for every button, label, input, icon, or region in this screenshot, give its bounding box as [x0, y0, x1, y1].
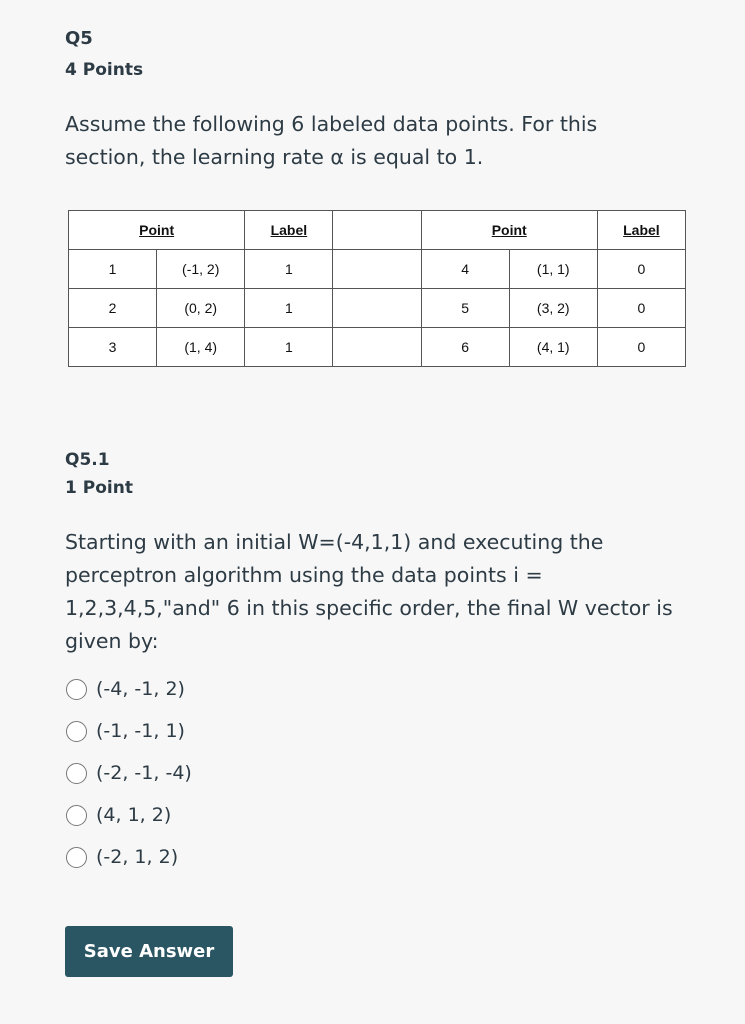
radio-button[interactable] — [66, 847, 87, 868]
question-points: 4 Points — [65, 60, 144, 80]
answer-option[interactable] — [66, 710, 192, 752]
cell: (3, 2) — [509, 289, 597, 328]
cell: 4 — [421, 250, 509, 289]
cell: 1 — [245, 328, 333, 367]
question-title: Q5 — [65, 28, 93, 49]
cell: 0 — [597, 328, 685, 367]
option-label: (-2, 1, 2) — [96, 846, 179, 868]
cell: (1, 4) — [157, 328, 245, 367]
cell: 1 — [69, 250, 157, 289]
cell — [333, 289, 421, 328]
cell — [333, 250, 421, 289]
cell: 0 — [597, 250, 685, 289]
cell: 2 — [69, 289, 157, 328]
header-spacer — [333, 211, 421, 250]
subquestion-prompt: Starting with an initial W=(-4,1,1) and executing the perceptron algorithm using the data points i = 1,2,3,4,5,"and" 6 in this specific order, the final W vector is given by: — [65, 530, 673, 653]
subquestion-points: 1 Point — [65, 478, 133, 498]
option-label: (4, 1, 2) — [96, 804, 172, 826]
cell: 1 — [245, 250, 333, 289]
answer-option[interactable] — [66, 752, 192, 794]
answer-option[interactable] — [66, 836, 192, 878]
cell: 5 — [421, 289, 509, 328]
header-point: Point — [69, 211, 245, 250]
cell: (4, 1) — [509, 328, 597, 367]
radio-button[interactable] — [66, 763, 87, 784]
option-label: (-4, -1, 2) — [96, 678, 185, 700]
cell: 0 — [597, 289, 685, 328]
option-label: (-1, -1, 1) — [96, 720, 185, 742]
header-label: Label — [245, 211, 333, 250]
table-row — [69, 250, 686, 289]
save-answer-button[interactable]: Save Answer — [65, 926, 233, 977]
header-label: Label — [597, 211, 685, 250]
answer-option[interactable] — [66, 668, 192, 710]
table-header-row — [69, 211, 686, 250]
table-row — [69, 289, 686, 328]
header-point: Point — [421, 211, 597, 250]
radio-button[interactable] — [66, 679, 87, 700]
table-row — [69, 328, 686, 367]
cell: 1 — [245, 289, 333, 328]
radio-button[interactable] — [66, 805, 87, 826]
cell: 3 — [69, 328, 157, 367]
answer-option[interactable] — [66, 794, 192, 836]
cell: 6 — [421, 328, 509, 367]
question-prompt: Assume the following 6 labeled data points. For this section, the learning rate α is equal to 1. — [65, 112, 598, 169]
cell — [333, 328, 421, 367]
option-label: (-2, -1, -4) — [96, 762, 192, 784]
cell: (1, 1) — [509, 250, 597, 289]
cell: (-1, 2) — [157, 250, 245, 289]
radio-button[interactable] — [66, 721, 87, 742]
data-points-table — [68, 210, 686, 367]
cell: (0, 2) — [157, 289, 245, 328]
answer-options — [66, 668, 192, 878]
subquestion-title: Q5.1 — [65, 450, 110, 470]
